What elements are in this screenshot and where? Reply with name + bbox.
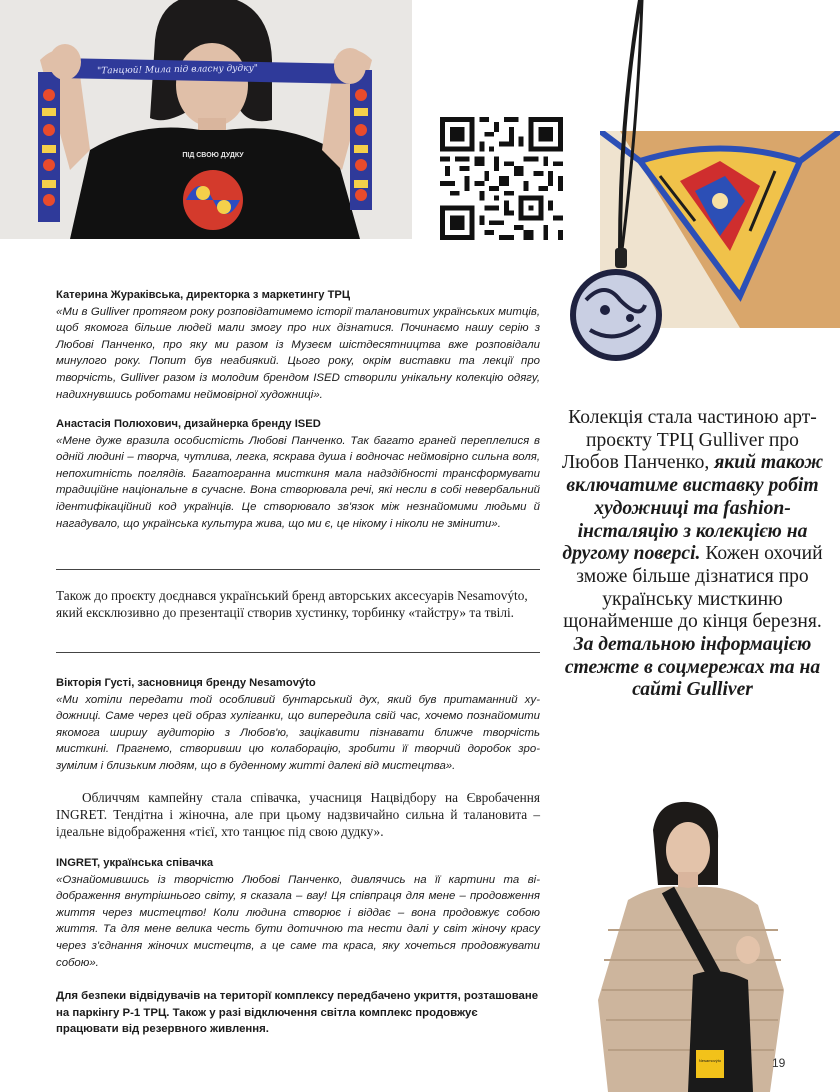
quote-block-founder [56, 675, 540, 775]
shirt-lettering: ПІД СВОЮ ДУДКУ [182, 152, 244, 159]
pull-quote-cta: За детальною інформацією стежте в соцмережах та на сайті Gulliver [564, 634, 821, 701]
speaker-quote: «Ми хотіли передати той особливий бунтарський дух, який був притаманний художниці. Саме через цей образ хуліганки, що випередила свій час, хочемо познайомити якомога ширшу аудиторію з Любов'ю, зацікавити пізнавати ближче творчість мисткині. Прагнемо, створивши цю колаборацію, зробити її творчий доробок зрозумілим і близьким людям, що в буденному житті далекі від мистецтва». [56, 693, 540, 772]
qr-code-icon [440, 117, 563, 240]
speaker-name: Вікторія Густі, засновниця бренду Nesamovýto [56, 677, 316, 689]
speaker-quote: «Ознайомившись із творчістю Любові Панченко, дивлячись на її картини та відображення внутрішнього світу, я сказала – вау! Ця співпраця для мене – продовження життя через мистецтво! Коли людина створює і віддає – вона продовжує собою життя. Та для мене велика честь бути дотичною та нести далі у світ жіночу красу через з'єднання жіночих мистецтв, а це саме та краса, яку хочеться продовжувати собою». [56, 873, 540, 969]
page-number: 19 [772, 1056, 786, 1070]
model-with-bag-photo [598, 800, 784, 1092]
safety-notice: Для безпеки відвідувачів на території комплексу передбачено укриття, розташоване на паркінгу Р-1 ТРЦ. Також у разі відключення світла комплекс продовжує працювати від резервного живлення. [56, 990, 539, 1036]
divider [56, 652, 540, 653]
speaker-quote: «Мене дуже вразила особистість Любові Панченко. Так багато граней переплелися в одній людині – творча, чутлива, легка, яскрава душа і водночас неймовірно сильна воля, непохитність поглядів. Багатогранна мисткиня мала надздібності трансформувати традиційне національне в сучасне. Вона створювала речі, які несли в собі невербальний ідентифікаційний код українців. Це створювало зв'язок між незнайомими людьми й нагадувало, що українська культура жива, що ми є, це нікому і ніколи не змінити». [56, 434, 540, 530]
ribbon-lettering: "Танцюй! Мила під власну дудку" [96, 63, 259, 77]
bag-tag-label: Nesamovýto [698, 1058, 722, 1063]
speaker-quote: «Ми в Gulliver протягом року розповідатимемо історії талановитих українських митців, щоб якомога більше людей мали змогу про них дізнатися. Починаємо нашу серію з Любові Панченко, про яку ми разом із Музеєм шістдесятництва вже розповідали минулого року. Попит був неабиякий. Цього року, окрім виставки та лекції про творчість, Gulliver разом із молодим брендом ISED створили унікальну колекцію одягу, надихнувшись роботами неймовірної художниці». [56, 305, 540, 401]
campaign-face-paragraph: Обличчям кампейну стала співачка, учасниця Нацвідбору на Євробачення INGRET. Тендітна і жіночна, але при цьому надзвичайно сильна й талановита – ідеальне відображення «тієї, хто танцює під свою дудку». [56, 790, 540, 839]
quote-block-designer [56, 416, 540, 532]
pull-quote [560, 407, 825, 702]
qr-code[interactable] [440, 117, 563, 240]
speaker-name: INGRET, українська співачка [56, 857, 214, 869]
pull-quote-intro: Колекція стала частиною арт-проєкту ТРЦ Gulliver про Любов Панченко, [561, 407, 817, 474]
pull-quote-body: Кожен охочий зможе більше дізнатися про українську мисткиню щонайменше до кінця березня. [563, 543, 823, 633]
model-with-scarf-photo [0, 0, 412, 239]
pull-quote-emphasis: який також включатиме виставку робіт художниці та fashion-інсталяцію з колекцією на другому поверсі. [562, 452, 824, 565]
divider [56, 569, 540, 570]
quote-block-marketing [56, 287, 540, 403]
speaker-name: Анастасія Полюхович, дизайнерка бренду ISED [56, 418, 321, 430]
speaker-name: Катерина Жураківська, директорка з маркетингу ТРЦ [56, 289, 351, 301]
pendant-necklace-photo [560, 0, 670, 370]
brand-note: Також до проєкту доєднався український бренд авторських аксесуарів Nesamovýto, який ексклюзивно до презентації створив хустинку, торбинку «тайстру» та твілі. [56, 588, 528, 620]
quote-block-singer [56, 855, 540, 971]
